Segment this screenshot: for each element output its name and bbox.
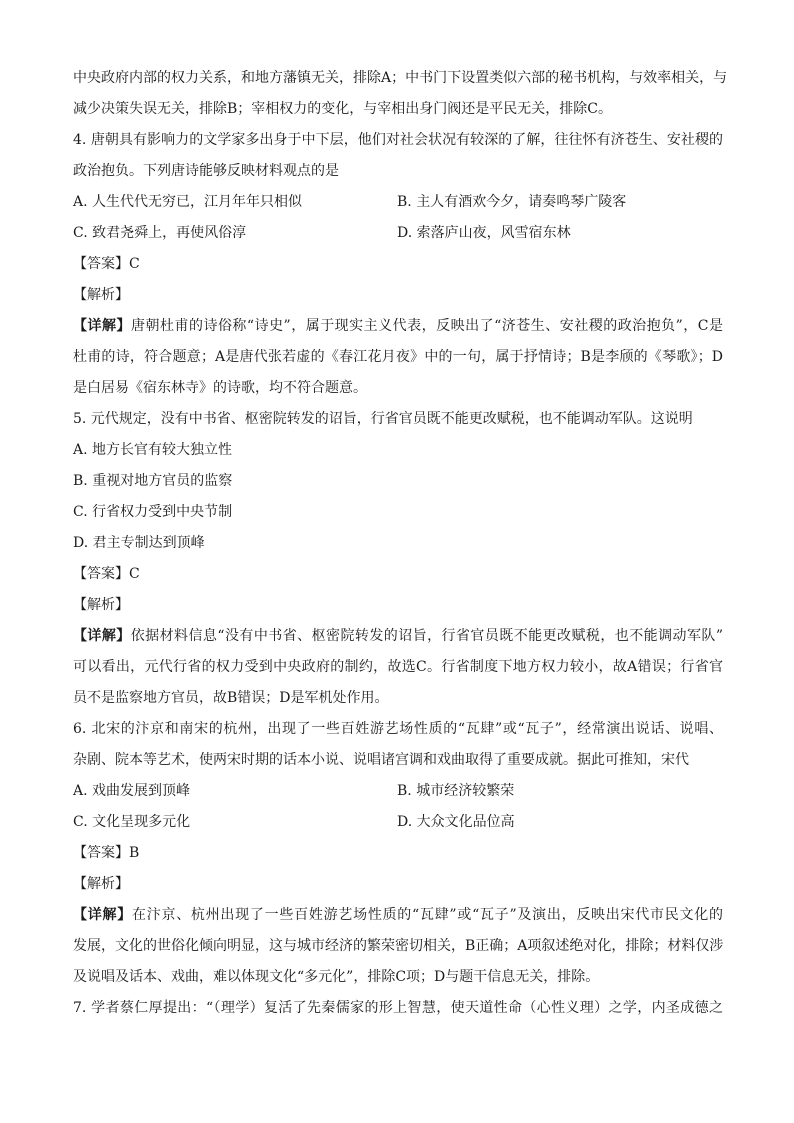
q6-option-b: B. 城市经济较繁荣 xyxy=(397,783,515,799)
q4-option-a: A. 人生代代无穷已，江月年年只相似 xyxy=(73,194,303,210)
q5-detail-line-3: 员不是监察地方官员，故B错误；D是军机处作用。 xyxy=(73,690,389,706)
q5-detail-line-2: 可以看出，元代行省的权力受到中央政府的制约，故选C。行省制度下地方权力较小，故A错误；行省官 xyxy=(73,659,723,675)
q5-detail-tag: 【详解】 xyxy=(73,628,131,644)
intro-line-2: 减少决策失误无关，排除B；宰相权力的变化，与宰相出身门阀还是平民无关，排除C。 xyxy=(73,101,612,117)
q5-detail-text-1: 依据材料信息“没有中书省、枢密院转发的诏旨，行省官员既不能更改赋税，也不能调动军队” xyxy=(130,628,723,644)
q4-detail-line-3: 是白居易《宿东林寺》的诗歌，均不符合题意。 xyxy=(73,380,367,396)
q4-detail-line-2: 杜甫的诗，符合题意；A是唐代张若虚的《春江花月夜》中的一句，属于抒情诗；B是李颀的《琴歌》；D xyxy=(73,349,723,365)
q5-option-d: D. 君主专制达到顶峰 xyxy=(73,535,205,551)
q4-option-b: B. 主人有酒欢今夕，请奏鸣琴广陵客 xyxy=(397,194,627,210)
q4-detail-line-1 xyxy=(73,316,723,336)
q4-answer: 【答案】C xyxy=(73,256,140,272)
q6-stem-line-1: 6. 北宋的汴京和南宋的杭州，出现了一些百姓游艺场性质的“瓦肆”或“瓦子”，经常演出说话、说唱、 xyxy=(73,721,723,737)
q6-detail-line-3: 及说唱及话本、戏曲，难以体现文化“多元化”，排除C项；D与题干信息无关，排除。 xyxy=(73,969,600,985)
q4-stem-line-2: 政治抱负。下列唐诗能够反映材料观点的是 xyxy=(73,163,339,179)
q7-stem-line-1: 7. 学者蔡仁厚提出：“（理学）复活了先秦儒家的形上智慧，使天道性命（心性义理）之学，内圣成德之 xyxy=(73,1000,723,1016)
q5-stem-line-1: 5. 元代规定，没有中书省、枢密院转发的诏旨，行省官员既不能更改赋税，也不能调动军队。这说明 xyxy=(73,411,693,427)
q4-detail-text-1: 唐朝杜甫的诗俗称“诗史”，属于现实主义代表，反映出了“济苍生、安社稷的政治抱负”，C是 xyxy=(130,318,724,334)
q6-detail-line-2: 发展，文化的世俗化倾向明显，这与城市经济的繁荣密切相关，B正确；A项叙述绝对化，排除；材料仅涉 xyxy=(73,938,724,954)
q5-analysis-heading: 【解析】 xyxy=(73,597,129,613)
q4-stem-line-1: 4. 唐朝具有影响力的文学家多出身于中下层，他们对社会状况有较深的了解，往往怀有济苍生、安社稷的 xyxy=(73,132,723,148)
q6-answer: 【答案】B xyxy=(73,845,140,861)
q6-detail-text-1: 在汴京、杭州出现了一些百姓游艺场性质的“瓦肆”或“瓦子”及演出，反映出宋代市民文化的 xyxy=(131,907,723,923)
q6-detail-tag: 【详解】 xyxy=(73,907,132,923)
q5-detail-line-1 xyxy=(73,626,723,646)
q6-option-c: C. 文化呈现多元化 xyxy=(73,814,191,830)
q6-analysis-heading: 【解析】 xyxy=(73,876,129,892)
q5-option-b: B. 重视对地方官员的监察 xyxy=(73,473,233,489)
q6-detail-line-1 xyxy=(73,905,723,925)
q4-option-d: D. 索落庐山夜，风雪宿东林 xyxy=(397,225,571,241)
q4-detail-tag: 【详解】 xyxy=(73,318,131,334)
q6-option-a: A. 戏曲发展到顶峰 xyxy=(73,783,191,799)
q4-analysis-heading: 【解析】 xyxy=(73,287,129,303)
q6-option-d: D. 大众文化品位高 xyxy=(397,814,515,830)
intro-line-1: 中央政府内部的权力关系，和地方藩镇无关，排除A；中书门下设置类似六部的秘书机构，与效率相关，与 xyxy=(73,70,728,86)
q5-option-a: A. 地方长官有较大独立性 xyxy=(73,442,233,458)
q5-option-c: C. 行省权力受到中央节制 xyxy=(73,504,233,520)
q4-option-c: C. 致君尧舜上，再使风俗淳 xyxy=(73,225,247,241)
q5-answer: 【答案】C xyxy=(73,566,140,582)
q6-stem-line-2: 杂剧、院本等艺术，使两宋时期的话本小说、说唱诸宫调和戏曲取得了重要成就。据此可推知，宋代 xyxy=(73,752,689,768)
